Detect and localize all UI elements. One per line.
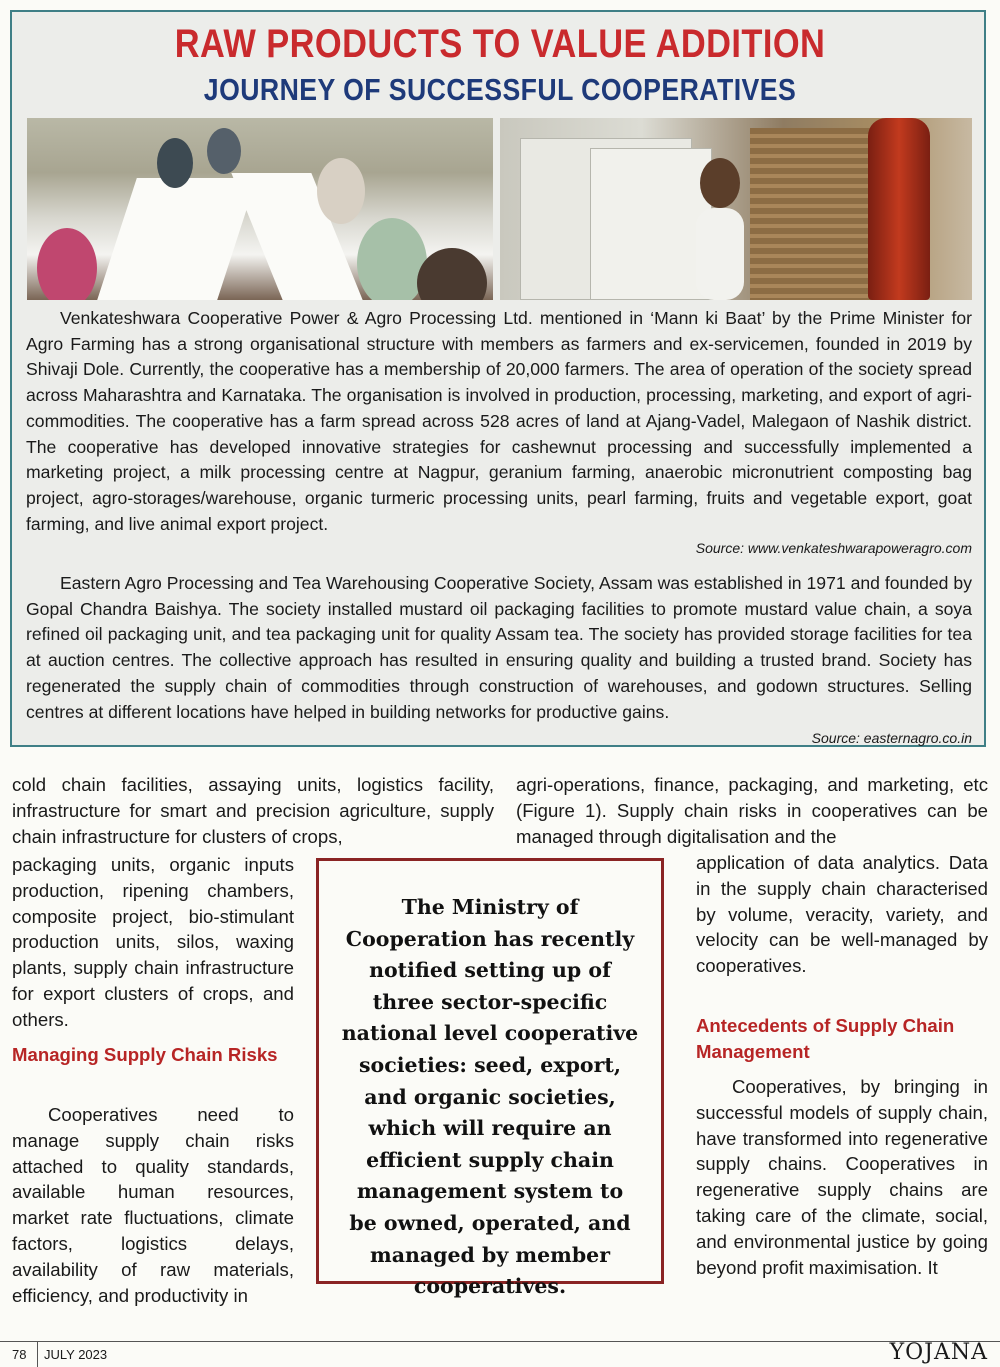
feature-title: RAW PRODUCTS TO VALUE ADDITION	[174, 22, 826, 66]
meeting-photo	[27, 118, 493, 300]
heading-antecedents-supply-chain: Antecedents of Supply Chain Management	[696, 1015, 955, 1062]
magazine-name: YOJANA	[889, 1340, 988, 1365]
oil-bottle-image	[868, 118, 930, 300]
right-column-text-after: Cooperatives, by bringing in successful models of supply chain, have transformed into regenerative supply chains. Cooperatives in regenerative supply chains are taking care of the climate, social, and environmental justice by going beyond profit maximisation. It	[696, 1076, 988, 1278]
feature-subtitle: JOURNEY OF SUCCESSFUL COOPERATIVES	[203, 72, 797, 107]
right-column-text-top: agri-operations, finance, packaging, and marketing, etc (Figure 1). Supply chain risks in cooperatives can be managed through digitalisation and the	[516, 774, 988, 847]
left-column-text-narrow: packaging units, organic inputs production, ripening chambers, composite project, bio-stimulant production units, silos, waxing plants, supply chain infrastructure for export clusters of crops, and others.	[12, 854, 294, 1030]
footer-divider	[37, 1342, 38, 1367]
box-paragraph-eastern-agro: Eastern Agro Processing and Tea Warehousing Cooperative Society, Assam was established in 1971 and founded by Gopal Chandra Baishya. The society installed mustard oil packaging facilities to promote mustard value chain, a soya refined oil packaging unit, and tea packaging unit for quality Assam tea. The society has provided storage facilities for tea at auction centres. The collective approach has resulted in ensuring quality and building a trusted brand. Society has regenerated the supply chain of commodities through construction of warehouses, and godown structures. Selling centres at different locations have helped in building networks for productive gains.	[26, 573, 972, 722]
box-paragraph-venkateshwara: Venkateshwara Cooperative Power & Agro Processing Ltd. mentioned in ‘Mann ki Baat’ by the Prime Minister for Agro Farming has a strong organisational structure with members as farmers and ex-servicemen, founded in 2019 by Shivaji Dole. Currently, the cooperative has a membership of 20,000 farmers. The area of operation of the society spread across Maharashtra and Karnataka. The organisation is involved in production, processing, marketing, and export of agri-commodities. The cooperative has a farm spread across 528 acres of land at Ajang-Vadel, Malegaon of Nashik district. The cooperative has developed innovative strategies for cashewnut processing and successfully implemented a marketing project, a milk processing centre at Nagpur, geranium farming, anaerobic micronutrient composting bag project, agro-storages/warehouse, organic turmeric processing units, pearl farming, fruits and vegetable export, goat farming, and live animal export project.	[26, 308, 972, 534]
page-number: 78	[12, 1347, 27, 1362]
source-venkateshwara: Source: www.venkateshwarapoweragro.com	[695, 540, 972, 556]
footer-rule	[0, 1341, 1000, 1342]
left-column-text-after: Cooperatives need to manage supply chain risks attached to quality standards, available human resources, market rate fluctuations, climate factors, logistics delays, availability of raw materials, efficiency, and productivity in	[12, 1104, 294, 1306]
source-eastern-agro: Source: easternagro.co.in	[811, 730, 972, 746]
pull-quote-text: The Ministry of Cooperation has recently notified setting up of three sector-specific national level cooperative societies: seed, export, and organic societies, which will require an efficient supply chain management system to be owned, operated, and managed by member cooperatives.	[341, 895, 639, 1299]
right-column-text-narrow: application of data analytics. Data in the supply chain characterised by volume, veracity, variety, and velocity can be well-managed by cooperatives.	[696, 852, 988, 977]
left-column-text-top: cold chain facilities, assaying units, logistics facility, infrastructure for smart and precision agriculture, supply chain infrastructure for clusters of crops,	[12, 774, 494, 847]
heading-managing-supply-chain-risks: Managing Supply Chain Risks	[12, 1044, 278, 1065]
issue-date: JULY 2023	[44, 1347, 108, 1362]
